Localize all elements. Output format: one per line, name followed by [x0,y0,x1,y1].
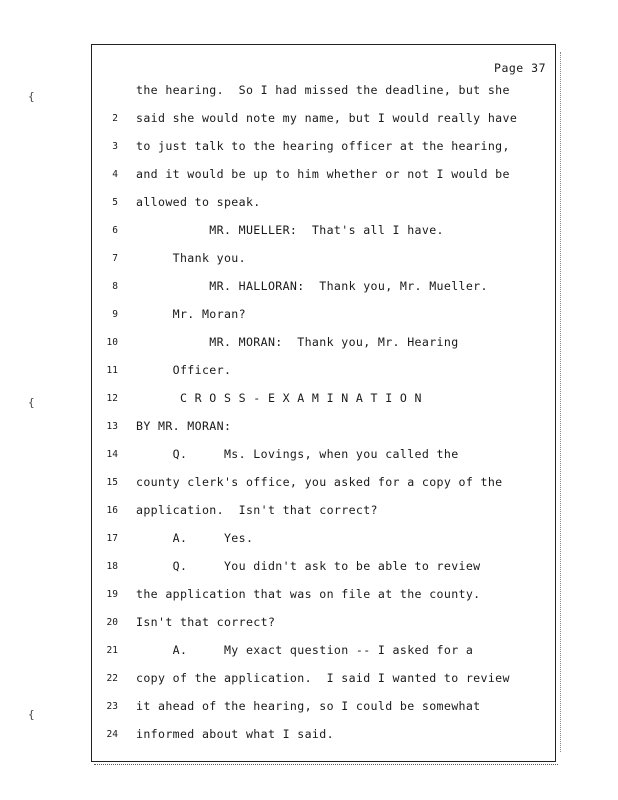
line-text: application. Isn't that correct? [136,503,378,517]
margin-mark-bottom: { [28,708,35,721]
line-text: MR. MUELLER: That's all I have. [136,223,444,237]
line-number: 4 [112,169,118,180]
line-text: BY MR. MORAN: [136,419,232,433]
transcript-line [92,699,557,719]
transcript-line [92,419,557,439]
transcript-line [92,363,557,383]
transcript-line [92,475,557,495]
line-text: A. My exact question -- I asked for a [136,643,474,657]
transcript-line [92,167,557,187]
transcript-line [92,251,557,271]
line-number: 12 [106,393,118,404]
line-text: Thank you. [136,251,246,265]
line-number: 18 [106,561,118,572]
line-number: 7 [112,253,118,264]
right-edge-rule [560,52,562,752]
transcript-line [92,615,557,635]
line-text: MR. HALLORAN: Thank you, Mr. Mueller. [136,279,488,293]
line-number: 24 [106,729,118,740]
line-number: 6 [112,225,118,236]
line-text: said she would note my name, but I would really have [136,111,518,125]
transcript-line [92,139,557,159]
transcript-line [92,531,557,551]
transcript-line [92,83,557,103]
transcript-line [92,587,557,607]
line-number: 9 [112,309,118,320]
line-text: Mr. Moran? [136,307,246,321]
transcript-line [92,111,557,131]
line-text: informed about what I said. [136,727,334,741]
line-text: to just talk to the hearing officer at the hearing, [136,139,510,153]
line-number: 3 [112,141,118,152]
transcript-line [92,559,557,579]
line-number: 10 [106,337,118,348]
line-text: Q. You didn't ask to be able to review [136,559,481,573]
line-text: A. Yes. [136,531,254,545]
line-number: 20 [106,617,118,628]
line-text: Q. Ms. Lovings, when you called the [136,447,459,461]
margin-mark-top: { [28,90,35,103]
line-text: MR. MORAN: Thank you, Mr. Hearing [136,335,459,349]
transcript-line [92,279,557,299]
line-number: 5 [112,197,118,208]
line-number: 14 [106,449,118,460]
line-text: the hearing. So I had missed the deadline, but she [136,83,510,97]
transcript-page [91,44,556,762]
transcript-line [92,727,557,747]
line-number: 21 [106,645,118,656]
line-text: Isn't that correct? [136,615,276,629]
line-number: 2 [112,113,118,124]
transcript-line [92,503,557,523]
transcript-line [92,307,557,327]
line-number: 23 [106,701,118,712]
transcript-line [92,643,557,663]
line-text: county clerk's office, you asked for a copy of the [136,475,503,489]
transcript-line [92,195,557,215]
line-text: and it would be up to him whether or not I would be [136,167,510,181]
line-text: C R O S S - E X A M I N A T I O N [136,391,422,405]
line-number: 13 [106,421,118,432]
transcript-line [92,447,557,467]
transcript-line [92,391,557,411]
line-text: the application that was on file at the county. [136,587,481,601]
transcript-line [92,335,557,355]
line-text: it ahead of the hearing, so I could be somewhat [136,699,481,713]
line-number: 16 [106,505,118,516]
page-number: Page 37 [494,61,546,75]
line-number: 17 [106,533,118,544]
line-text: Officer. [136,363,232,377]
line-number: 8 [112,281,118,292]
line-number: 22 [106,673,118,684]
transcript-line [92,223,557,243]
margin-mark-middle: { [28,396,35,409]
line-number: 19 [106,589,118,600]
line-text: copy of the application. I said I wanted to review [136,671,510,685]
transcript-line [92,671,557,691]
line-number: 15 [106,477,118,488]
line-text: allowed to speak. [136,195,261,209]
line-number: 11 [106,365,118,376]
